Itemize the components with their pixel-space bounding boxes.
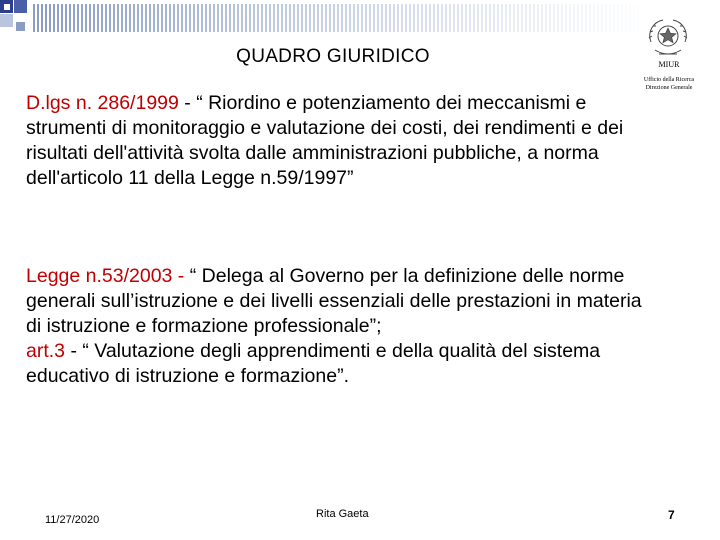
legge-text: “ Delega al Governo per la definizione delle norme generali sull’istruzione e dei livelli essenziali delle prestazioni in materia di istruzione e formazione professionale”; [26,265,642,337]
art-reference: art.3 [26,340,66,362]
slide-title: QUADRO GIURIDICO [236,46,430,67]
paragraph-legge [26,264,656,389]
page-number: 7 [668,508,675,522]
ministry-label [626,60,712,92]
ministry-office: Ufficio della Ricerca [643,77,695,83]
deco-square-small [16,22,25,31]
deco-square-light [0,14,13,27]
deco-square-mid [14,0,27,13]
dlgs-reference: D.lgs n. 286/1999 [26,92,179,114]
dlgs-text: - “ Riordino e potenziamento dei meccanismi e strumenti di monitoraggio e valutazione dei costi, dei rendimenti e dei risultati dell'attività svolta dalle amministrazioni pubbliche, a norma dell'articolo 11 della Legge n.59/1997” [26,92,624,189]
paragraph-dlgs [26,91,656,191]
legge-reference: Legge n.53/2003 - [26,265,185,287]
deco-square-white [4,4,10,10]
ministry-name: MIUR [658,60,680,69]
art-text: - “ Valutazione degli apprendimenti e della qualità del sistema educativo di istruzione e formazione”. [26,340,601,387]
footer-date: 11/27/2020 [45,514,100,526]
emblem-icon [643,14,693,60]
footer-author: Rita Gaeta [316,508,369,520]
header-band [33,4,650,32]
ministry-direction: Direzione Generale [645,85,693,91]
